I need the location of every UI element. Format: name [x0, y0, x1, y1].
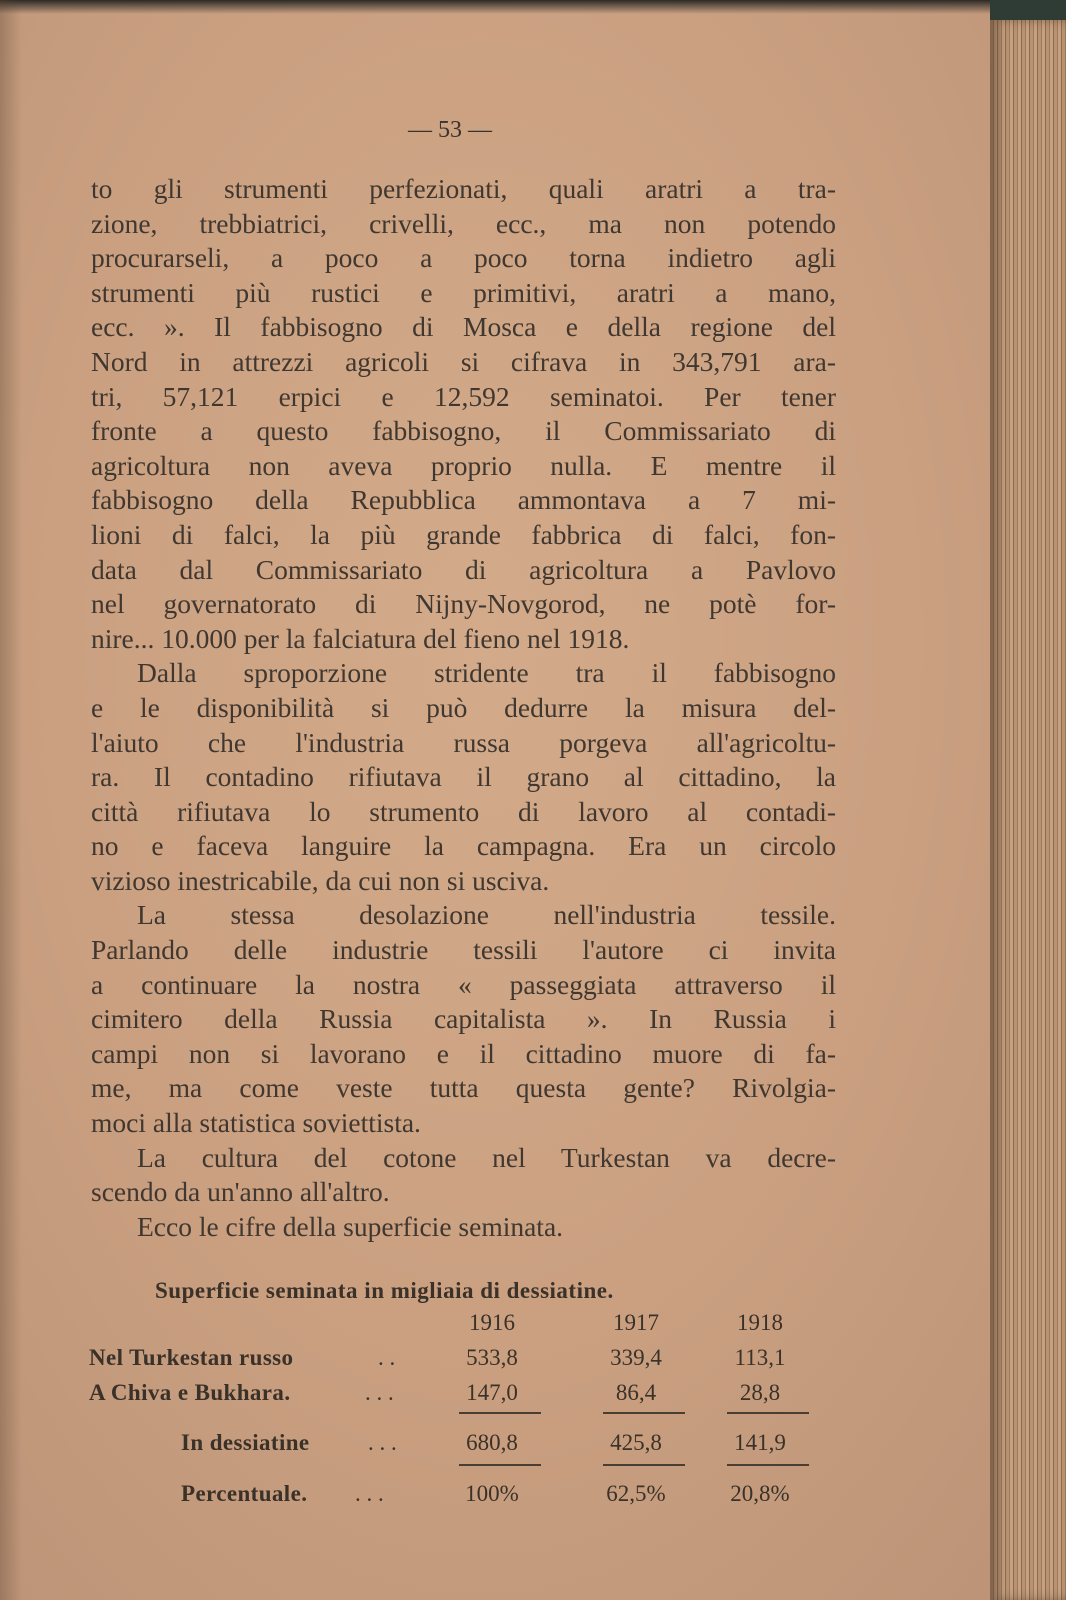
sum-rule: [727, 1412, 809, 1414]
text-line: La stessa desolazione nell'industria tessile.: [137, 899, 836, 931]
row-label-total: In dessiatine: [181, 1430, 310, 1455]
text-line: cimitero della Russia capitalista ». In Russia i: [91, 1003, 836, 1035]
text-line: fronte a questo fabbisogno, il Commissariato di: [91, 415, 836, 447]
row-label-percent: Percentuale.: [181, 1481, 308, 1506]
value-cell: 533,8: [466, 1345, 518, 1370]
percent-cell: 62,5%: [606, 1481, 666, 1506]
value-cell: 339,4: [610, 1345, 662, 1370]
text-line: Nord in attrezzi agricoli si cifrava in 343,791 ara-: [91, 345, 836, 377]
text-line: nel governatorato di Nijny-Novgorod, ne potè for-: [91, 588, 836, 620]
text-line: me, ma come veste tutta questa gente? Rivolgia-: [91, 1072, 836, 1104]
text-line: scendo da un'anno all'altro.: [91, 1176, 390, 1208]
sum-rule: [603, 1464, 685, 1466]
text-line: to gli strumenti perfezionati, quali aratri a tra-: [91, 173, 836, 204]
text-line: Ecco le cifre della superficie seminata.: [137, 1210, 564, 1242]
leader-dots: . . .: [355, 1481, 384, 1506]
body-text: [91, 172, 836, 1244]
text-line: agricoltura non aveva proprio nulla. E mentre il: [91, 449, 836, 481]
top-edge-shadow: [0, 0, 1066, 14]
text-line: a continuare la nostra « passeggiata attraverso il: [91, 968, 836, 1000]
text-line: ra. Il contadino rifiutava il grano al cittadino, la: [91, 761, 836, 793]
sum-rule: [459, 1464, 541, 1466]
sum-rule: [459, 1412, 541, 1414]
left-page-edge: [0, 0, 22, 1600]
text-line: tri, 57,121 erpici e 12,592 seminatoi. Per tener: [91, 380, 836, 412]
text-line: lioni di falci, la più grande fabbrica di falci, fon-: [91, 518, 836, 550]
text-line: e le disponibilità si può dedurre la misura del-: [91, 691, 836, 723]
total-cell: 425,8: [610, 1430, 662, 1455]
text-line: moci alla statistica soviettista.: [91, 1107, 421, 1139]
value-cell: 28,8: [739, 1380, 781, 1405]
text-line: l'aiuto che l'industria russa porgeva all'agricoltu-: [91, 726, 836, 758]
text-line: data dal Commissariato di agricoltura a Pavlovo: [91, 553, 836, 585]
leader-dots: . .: [378, 1345, 396, 1370]
total-cell: 680,8: [466, 1430, 518, 1455]
year-header: 1917: [613, 1310, 659, 1335]
text-line: vizioso inestricabile, da cui non si usciva.: [91, 864, 550, 896]
text-line: zione, trebbiatrici, crivelli, ecc., ma non potendo: [91, 207, 836, 239]
text-line: no e faceva languire la campagna. Era un circolo: [91, 830, 836, 862]
text-line: procurarseli, a poco a poco torna indietro agli: [91, 242, 836, 274]
value-cell: 86,4: [615, 1380, 657, 1405]
row-label-turkestan: Nel Turkestan russo: [89, 1345, 294, 1370]
leader-dots: . . .: [365, 1380, 394, 1405]
sum-rule: [727, 1464, 809, 1466]
text-line: campi non si lavorano e il cittadino muore di fa-: [91, 1037, 836, 1069]
year-header: 1916: [469, 1310, 515, 1335]
text-line: La cultura del cotone nel Turkestan va decre-: [137, 1141, 836, 1173]
book-gutter-page-edges: [990, 20, 1066, 1600]
text-line: nire... 10.000 per la falciatura del fieno nel 1918.: [91, 622, 630, 654]
text-line: fabbisogno della Repubblica ammontava a 7 mi-: [91, 484, 836, 516]
percent-cell: 100%: [465, 1481, 519, 1506]
percent-cell: 20,8%: [730, 1481, 790, 1506]
text-line: città rifiutava lo strumento di lavoro al contadi-: [91, 795, 836, 827]
value-cell: 147,0: [466, 1380, 518, 1405]
year-header: 1918: [737, 1310, 783, 1335]
text-line: ecc. ». Il fabbisogno di Mosca e della regione del: [91, 311, 836, 343]
leader-dots: . . .: [368, 1430, 397, 1455]
table-title: Superficie seminata in migliaia di dessiatine.: [155, 1278, 614, 1303]
value-cell: 113,1: [734, 1345, 786, 1370]
page-number: — 53 —: [408, 117, 492, 143]
row-label-chiva-bukhara: A Chiva e Bukhara.: [89, 1380, 291, 1405]
sum-rule: [603, 1412, 685, 1414]
text-line: Parlando delle industrie tessili l'autore ci invita: [91, 934, 836, 966]
text-line: strumenti più rustici e primitivi, aratri a mano,: [91, 276, 836, 308]
total-cell: 141,9: [734, 1430, 786, 1455]
text-line: Dalla sproporzione stridente tra il fabbisogno: [137, 657, 836, 689]
